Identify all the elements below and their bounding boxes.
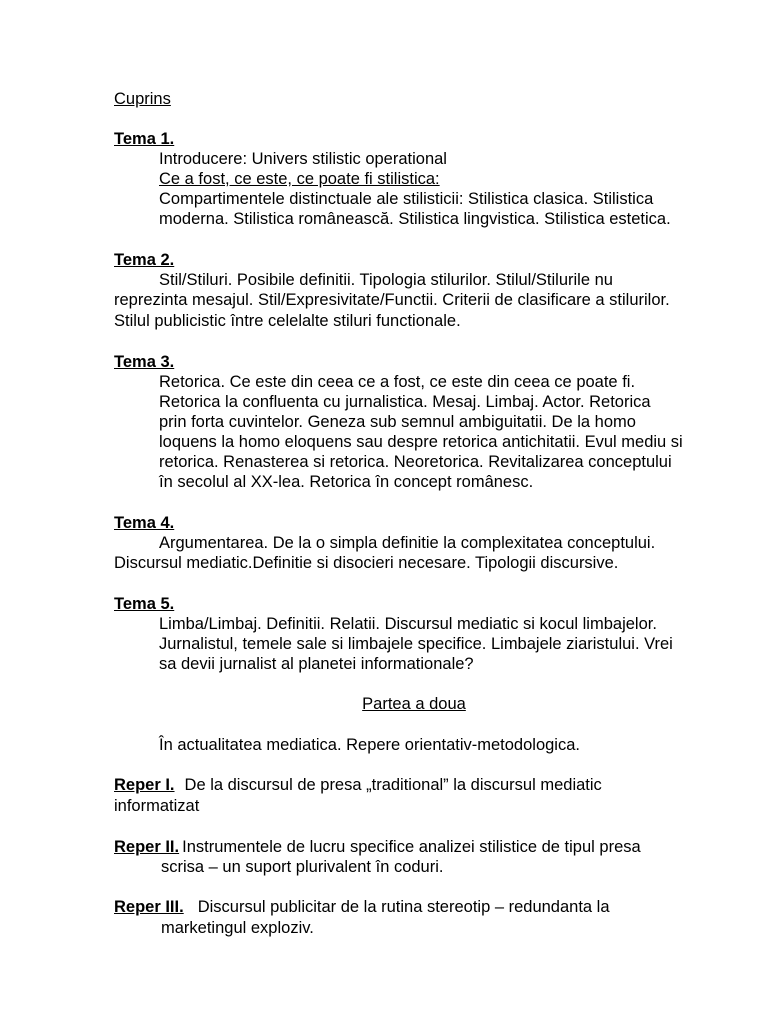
tema-1-line: Compartimentele distinctuale ale stilisticii: Stilistica clasica. Stilistica [159, 190, 654, 208]
tema-2-line: reprezinta mesajul. Stil/Expresivitate/Functii. Criterii de clasificare a stilurilor. [114, 291, 670, 309]
tema-3-line: Retorica la confluenta cu jurnalistica. Mesaj. Limbaj. Actor. Retorica [159, 393, 651, 411]
tema-5-label: Tema 5. [114, 595, 175, 613]
tema-1-line: Introducere: Univers stilistic operational [159, 150, 447, 168]
tema-4-label: Tema 4. [114, 514, 175, 532]
part-two-heading: Partea a doua [362, 695, 466, 713]
tema-5-line: sa devii jurnalist al planetei informationale? [159, 655, 474, 673]
tema-1-line: Ce a fost, ce este, ce poate fi stilistica: [159, 170, 440, 188]
reper-1-row [114, 775, 602, 796]
reper-3-line: Discursul publicitar de la rutina stereotip – redundanta la [197, 898, 610, 916]
reper-2-line: Instrumentele de lucru specifice analizei stilistice de tipul presa [182, 838, 641, 856]
tema-3-line: Retorica. Ce este din ceea ce a fost, ce este din ceea ce poate fi. [159, 373, 636, 391]
part-two-intro: În actualitatea mediatica. Repere orientativ-metodologica. [159, 736, 580, 754]
reper-3-line: marketingul exploziv. [161, 919, 314, 937]
reper-2-label: Reper II. [114, 838, 180, 856]
tema-4-line: Argumentarea. De la o simpla definitie la complexitatea conceptului. [159, 534, 656, 552]
tema-1-line: moderna. Stilistica românească. Stilistica lingvistica. Stilistica estetica. [159, 210, 671, 228]
tema-3-line: retorica. Renasterea si retorica. Neoretorica. Revitalizarea conceptului [159, 453, 672, 471]
tema-2-label: Tema 2. [114, 251, 175, 269]
tema-2-line: Stilul publicistic între celelalte stiluri functionale. [114, 312, 461, 330]
reper-3-label: Reper III. [114, 898, 184, 916]
reper-3-row [114, 897, 610, 918]
reper-2-row [114, 837, 641, 858]
reper-2-line: scrisa – un suport plurivalent în coduri. [161, 858, 444, 876]
tema-2-line: Stil/Stiluri. Posibile definitii. Tipologia stilurilor. Stilul/Stilurile nu [159, 271, 613, 289]
tema-1-label: Tema 1. [114, 130, 175, 148]
reper-1-label: Reper I. [114, 776, 175, 794]
tema-5-line: Jurnalistul, temele sale si limbajele specifice. Limbajele ziaristului. Vrei [159, 635, 673, 653]
tema-3-line: prin forta cuvintelor. Geneza sub semnul ambiguitatii. De la homo [159, 413, 636, 431]
toc-heading: Cuprins [114, 90, 171, 108]
reper-1-line: De la discursul de presa „traditional” la discursul mediatic [184, 776, 602, 794]
reper-1-line: informatizat [114, 797, 200, 815]
tema-3-line: în secolul al XX-lea. Retorica în concept românesc. [159, 473, 534, 491]
tema-3-line: loquens la homo eloquens sau despre retorica antichitatii. Evul mediu si [159, 433, 683, 451]
tema-3-label: Tema 3. [114, 353, 175, 371]
tema-4-line: Discursul mediatic.Definitie si disocieri necesare. Tipologii discursive. [114, 554, 619, 572]
tema-5-line: Limba/Limbaj. Definitii. Relatii. Discursul mediatic si kocul limbajelor. [159, 615, 657, 633]
